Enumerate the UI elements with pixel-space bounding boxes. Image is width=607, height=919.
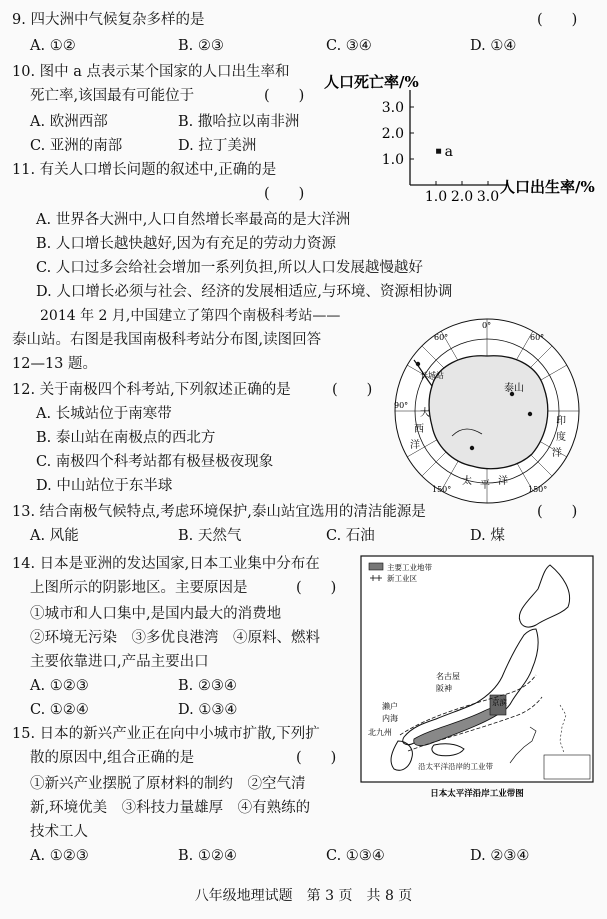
map-label-pacific-belt: 沿太平洋沿岸的工业带 bbox=[418, 762, 493, 771]
q13-option-b: B. 天然气 bbox=[178, 528, 242, 544]
q14-line5: 主要依靠进口,产品主要出口 bbox=[30, 654, 209, 670]
page-footer: 八年级地理试题 第 3 页 共 8 页 bbox=[194, 888, 413, 904]
q9-stem: 9. 四大洲中气候复杂多样的是 bbox=[12, 12, 205, 28]
q14-option-a: A. ①②③ bbox=[30, 678, 89, 694]
intro-line1: 2014 年 2 月,中国建立了第四个南极科考站—— bbox=[12, 308, 341, 324]
chart-y-tick-label: 3.0 bbox=[381, 100, 404, 116]
map-label-yang2: 洋 bbox=[552, 448, 562, 459]
map-label-du: 度 bbox=[556, 432, 566, 443]
chart-point-label: a bbox=[444, 144, 453, 161]
map-label-yang3: 洋 bbox=[498, 476, 508, 487]
q15-line4: 新,环境优美 ③科技力量雄厚 ④有熟练的 bbox=[30, 800, 311, 816]
q15-paren: ( ) bbox=[296, 750, 337, 766]
q13-paren: ( ) bbox=[537, 504, 578, 520]
chart-x-tick-label: 1.0 bbox=[424, 189, 448, 205]
q11-stem: 11. 有关人口增长问题的叙述中,正确的是 bbox=[12, 162, 277, 178]
q12-option-a: A. 长城站位于南寒带 bbox=[36, 406, 172, 422]
q13-stem: 13. 结合南极气候特点,考虑环境保护,泰山站宜选用的清洁能源是 bbox=[12, 504, 426, 520]
q9-option-c: C. ③④ bbox=[326, 38, 372, 54]
q11-option-b: B. 人口增长越快越好,因为有充足的劳动力资源 bbox=[36, 236, 336, 252]
map-caption: 日本太平洋沿岸工业带图 bbox=[430, 789, 524, 799]
antarctica-stations-map bbox=[392, 316, 582, 506]
q12-option-c: C. 南极四个科考站都有极昼极夜现象 bbox=[36, 454, 274, 470]
q13-option-c: C. 石油 bbox=[326, 528, 375, 544]
map-label-hanshin: 阪神 bbox=[436, 684, 452, 693]
chart-x-tick-label: 2.0 bbox=[450, 189, 474, 205]
q14-option-d: D. ①③④ bbox=[178, 702, 238, 718]
q15-line1: 15. 日本的新兴产业正在向中小城市扩散,下列扩 bbox=[12, 726, 320, 742]
chart-x-tick-label: 3.0 bbox=[476, 189, 500, 205]
q10-stem-line2: 死亡率,该国最有可能位于 bbox=[30, 88, 195, 104]
map-lon-60e: 60° bbox=[530, 333, 545, 342]
q15-option-c: C. ①③④ bbox=[326, 848, 385, 864]
q9-option-a: A. ①② bbox=[30, 38, 76, 54]
q10-stem-line1: 10. 图中 a 点表示某个国家的人口出生率和 bbox=[12, 64, 290, 80]
map-label-setonaikai-1: 濑户 bbox=[382, 702, 398, 711]
map-lon-60w: 60° bbox=[434, 333, 449, 342]
q10-paren: ( ) bbox=[264, 88, 305, 104]
q15-option-a: A. ①②③ bbox=[30, 848, 89, 864]
intro-line2: 泰山站。右图是我国南极科考站分布图,读图回答 bbox=[12, 332, 322, 348]
q12-option-d: D. 中山站位于东半球 bbox=[36, 478, 173, 494]
map-label-changcheng: 长城站 bbox=[420, 371, 444, 380]
map-lon-0: 0° bbox=[482, 321, 492, 330]
map-label-taishan: 泰山 bbox=[504, 383, 524, 394]
map-label-setonaikai-2: 内海 bbox=[382, 714, 398, 723]
q11-option-d: D. 人口增长必须与社会、经济的发展相适应,与环境、资源相协调 bbox=[36, 284, 453, 300]
map-lon-150w: 150° bbox=[432, 485, 452, 494]
q14-line2: 上图所示的阴影地区。主要原因是 bbox=[30, 580, 248, 596]
q15-option-d: D. ②③④ bbox=[470, 848, 530, 864]
q14-paren: ( ) bbox=[296, 580, 337, 596]
map-label-keihin: 京滨 bbox=[492, 698, 507, 707]
map-lon-150e: 150° bbox=[528, 485, 548, 494]
q15-line3: ①新兴产业摆脱了原材料的制约 ②空气清 bbox=[30, 776, 306, 792]
q12-option-b: B. 泰山站在南极点的西北方 bbox=[36, 430, 216, 446]
map-label-ping: 平 bbox=[480, 480, 490, 491]
q10-option-d: D. 拉丁美洲 bbox=[178, 138, 257, 154]
q14-option-b: B. ②③④ bbox=[178, 678, 237, 694]
legend-main-industry: 主要工业地带 bbox=[387, 563, 432, 572]
chart-x-axis-title: 人口出生率/% bbox=[500, 178, 595, 196]
intro-line3: 12—13 题。 bbox=[12, 356, 98, 372]
chart-y-tick-label: 2.0 bbox=[381, 126, 404, 142]
q10-scatter-chart bbox=[316, 60, 606, 210]
q13-option-d: D. 煤 bbox=[470, 528, 505, 544]
q10-option-b: B. 撒哈拉以南非洲 bbox=[178, 114, 300, 130]
q9-paren: ( ) bbox=[537, 12, 578, 28]
q11-paren: ( ) bbox=[264, 186, 305, 202]
map-label-yin: 印 bbox=[556, 416, 566, 427]
map-label-da: 大 bbox=[420, 408, 430, 419]
map-lon-90w: 90° bbox=[394, 401, 409, 410]
q15-option-b: B. ①②④ bbox=[178, 848, 237, 864]
q10-option-a: A. 欧洲西部 bbox=[30, 114, 108, 130]
chart-y-tick-label: 1.0 bbox=[381, 152, 404, 168]
q11-option-a: A. 世界各大洲中,人口自然增长率最高的是大洋洲 bbox=[36, 212, 351, 228]
map-label-xi: 西 bbox=[414, 424, 424, 435]
chart-point-a bbox=[436, 149, 441, 154]
q10-option-c: C. 亚洲的南部 bbox=[30, 138, 123, 154]
q15-line2: 散的原因中,组合正确的是 bbox=[30, 750, 195, 766]
q14-line1: 14. 日本是亚洲的发达国家,日本工业集中分布在 bbox=[12, 556, 320, 572]
chart-y-axis-title: 人口死亡率/% bbox=[324, 73, 419, 91]
map-label-kitakyushu: 北九州 bbox=[368, 728, 392, 737]
q9-option-b: B. ②③ bbox=[178, 38, 224, 54]
q12-stem: 12. 关于南极四个科考站,下列叙述正确的是 bbox=[12, 382, 291, 398]
q9-option-d: D. ①④ bbox=[470, 38, 517, 54]
japan-industrial-belt-map bbox=[360, 555, 594, 801]
q12-paren: ( ) bbox=[332, 382, 373, 398]
legend-new-industry: 新工业区 bbox=[387, 574, 417, 583]
q14-line3: ①城市和人口集中,是国内最大的消费地 bbox=[30, 606, 282, 622]
map-label-nagoya: 名古屋 bbox=[436, 672, 460, 681]
map-label-tai: 太 bbox=[462, 476, 472, 487]
q14-option-c: C. ①②④ bbox=[30, 702, 89, 718]
q11-option-c: C. 人口过多会给社会增加一系列负担,所以人口发展越慢越好 bbox=[36, 260, 423, 276]
q14-line4: ②环境无污染 ③多优良港湾 ④原料、燃料 bbox=[30, 630, 320, 646]
q13-option-a: A. 风能 bbox=[30, 528, 79, 544]
q15-line5: 技术工人 bbox=[30, 824, 88, 840]
map-label-yang1: 洋 bbox=[410, 440, 420, 451]
